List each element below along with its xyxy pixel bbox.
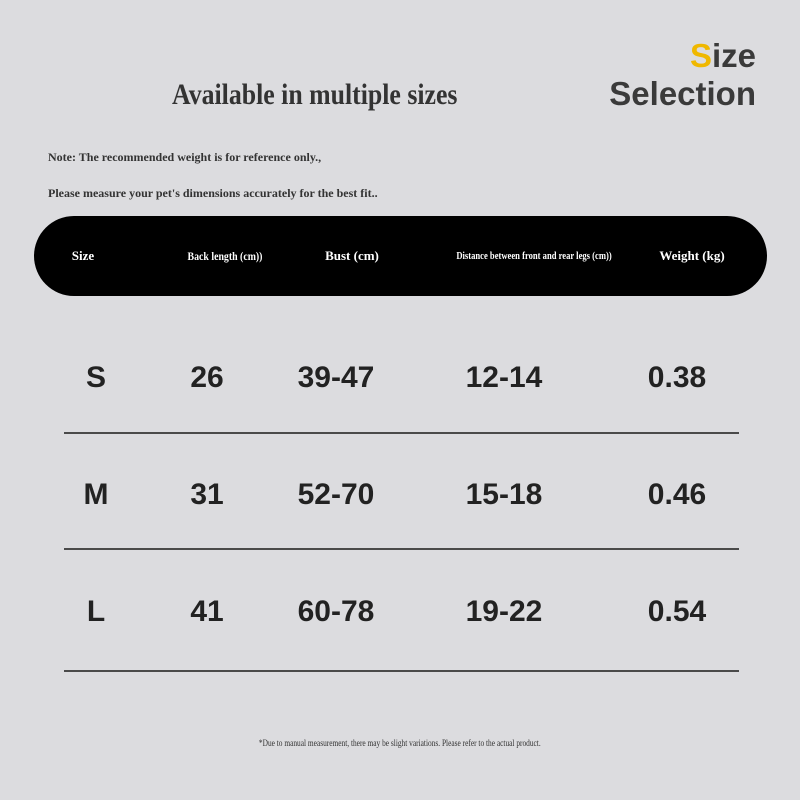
- header-back-length: Back length (cm)): [187, 248, 263, 263]
- table-header-bar: [34, 216, 767, 296]
- note-measure-accurately: Please measure your pet's dimensions accurately for the best fit..: [48, 186, 378, 200]
- brand-accent-letter: S: [689, 37, 712, 74]
- cell-bust: 60-78: [297, 595, 375, 628]
- table-row-s: [0, 353, 800, 403]
- cell-bust: 52-70: [297, 478, 375, 511]
- cell-size: S: [85, 361, 106, 394]
- cell-weight: 0.38: [647, 361, 707, 394]
- header-bust: Bust (cm): [325, 248, 379, 263]
- footnote: [0, 738, 800, 748]
- cell-leg-distance: 15-18: [465, 478, 543, 511]
- table-row-m: [0, 470, 800, 520]
- cell-back-length: 41: [190, 595, 224, 628]
- cell-size: L: [86, 595, 106, 628]
- cell-back-length: 26: [190, 361, 224, 394]
- cell-leg-distance: 19-22: [465, 595, 543, 628]
- header-size: Size: [71, 248, 95, 263]
- row-divider: [64, 670, 739, 672]
- row-divider: [64, 548, 739, 550]
- page-title: Available in multiple sizes: [172, 78, 458, 111]
- cell-bust: 39-47: [297, 361, 375, 394]
- brand-line-1: [609, 38, 756, 74]
- cell-size: M: [83, 478, 109, 511]
- cell-back-length: 31: [190, 478, 224, 511]
- size-selection-brand: [609, 38, 756, 113]
- table-row-l: [0, 587, 800, 637]
- note-weight-reference: Note: The recommended weight is for reference only.,: [48, 150, 322, 164]
- cell-weight: 0.46: [647, 478, 707, 511]
- footnote-text: *Due to manual measurement, there may be slight variations. Please refer to the actual product.: [259, 738, 541, 748]
- header-weight: Weight (kg): [659, 248, 725, 263]
- cell-weight: 0.54: [647, 595, 707, 628]
- row-divider: [64, 432, 739, 434]
- brand-line-1-rest: ize: [711, 37, 756, 74]
- header-leg-distance: Distance between front and rear legs (cm)): [456, 250, 612, 262]
- cell-leg-distance: 12-14: [465, 361, 543, 394]
- brand-line-2: Selection: [609, 75, 756, 113]
